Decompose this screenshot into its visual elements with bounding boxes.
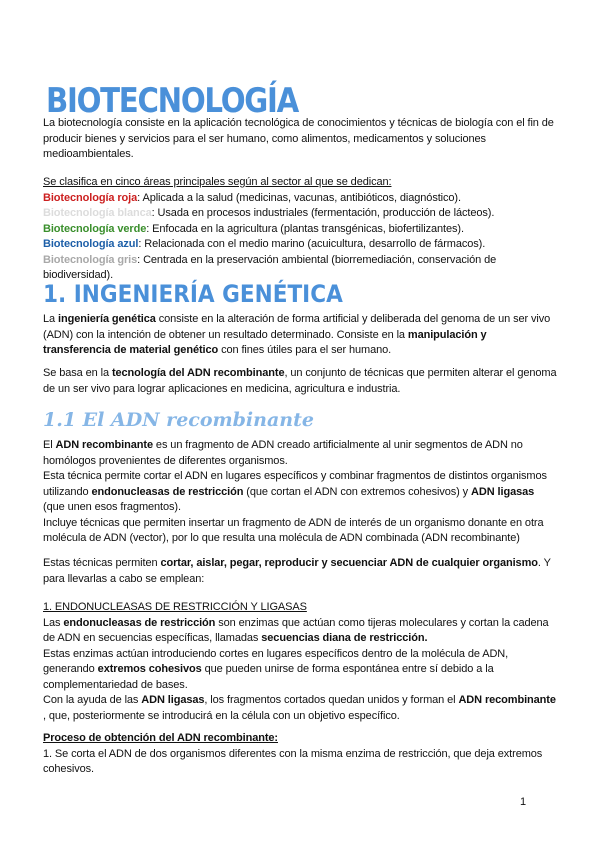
area-item-gris-continued: biodiversidad).: [43, 269, 114, 281]
tecnicas-paragraph: Estas técnicas permiten cortar, aislar, pegar, reproducir y secuenciar ADN de cualquier organismo. Y para llevarlas a cabo se emplean:: [43, 557, 551, 585]
proceso-heading: Proceso de obtención del ADN recombinante:: [43, 732, 278, 744]
ingenieria-paragraph-1: La ingeniería genética consiste en la alteración de forma artificial y deliberada del genoma de un ser vivo (ADN) con la intención de obtener un resultado determinado. Consiste en la manipulación y transferencia de material genético con fines útiles para el ser humano.: [43, 313, 551, 356]
area-item-roja: Biotecnología roja: Aplicada a la salud (medicinas, vacunas, antibióticos, diagnóstico).: [43, 191, 461, 204]
document-title: BIOTECNOLOGÍA: [46, 81, 298, 121]
areas-heading: Se clasifica en cinco áreas principales según al sector al que se dedican:: [43, 176, 392, 188]
intro-line: producir bienes y servicios para el ser humano, como alimentos, medicamentos y soluciones: [43, 132, 486, 145]
adn-recombinante-paragraph: El ADN recombinante es un fragmento de ADN creado artificialmente al unir segmentos de ADN no homólogos provenientes de diferentes organismos. Esta técnica permite cortar el ADN en lugares específicos y combinar fragmentos de distintos organismos utilizando endonucleasas de restricción (que cortan el ADN con extremos cohesivos) y ADN ligasas (que unen esos fragmentos). Incluye técnicas que permiten insertar un fragmento de ADN de interés de un organismo donante en otra molécula de ADN (vector), por lo que resulta una molécula de ADN combinada (ADN recombinante): [43, 439, 547, 544]
ingenieria-paragraph-2: Se basa en la tecnología del ADN recombinante, un conjunto de técnicas que permiten alterar el genoma de un ser vivo para lograr aplicaciones en medicina, agricultura e industria.: [43, 367, 557, 395]
intro-paragraph: [43, 116, 575, 163]
intro-line: medioambientales.: [43, 148, 134, 160]
section-heading-ingenieria-genetica: 1. INGENIERÍA GENÉTICA: [43, 280, 343, 308]
areas-list: [43, 175, 575, 284]
page-number: 1: [520, 796, 527, 808]
area-item-azul: Biotecnología azul: Relacionada con el medio marino (acuicultura, desarrollo de fármacos).: [43, 238, 486, 250]
proceso-section: Proceso de obtención del ADN recombinante: 1. Se corta el ADN de dos organismos diferentes con la misma enzima de restricción, que deja extremos cohesivos.: [43, 731, 575, 778]
area-item-gris: Biotecnología gris: Centrada en la preservación ambiental (biorremediación, conservación de: [43, 253, 497, 266]
endonucleasas-heading: 1. ENDONUCLEASAS DE RESTRICCIÓN Y LIGASAS: [43, 601, 307, 613]
intro-line: La biotecnología consiste en la aplicación tecnológica de conocimientos y técnicas de biología con el fin de: [43, 117, 554, 129]
subsection-heading-adn-recombinante: 1.1 El ADN recombinante: [43, 409, 314, 431]
endonucleasas-section: 1. ENDONUCLEASAS DE RESTRICCIÓN Y LIGASAS Las endonucleasas de restricción son enzimas que actúan como tijeras moleculares y cortan la cadena de ADN en secuencias específicas, llamadas secuencias diana de restricción. Estas enzimas actúan introduciendo cortes en lugares específicos dentro de la molécula de ADN, generando extremos cohesivos que pueden unirse de forma espontánea entre sí debido a la complementariedad de bases. Con la ayuda de las ADN ligasas, los fragmentos cortados quedan unidos y forman el ADN recombinante , que, posteriormente se introducirá en la célula con un objetivo específico.: [43, 600, 575, 724]
area-item-blanca: Biotecnología blanca: Usada en procesos industriales (fermentación, producción de lácteos).: [43, 207, 495, 219]
area-item-verde: Biotecnología verde: Enfocada en la agricultura (plantas transgénicas, biofertilizantes).: [43, 222, 464, 235]
